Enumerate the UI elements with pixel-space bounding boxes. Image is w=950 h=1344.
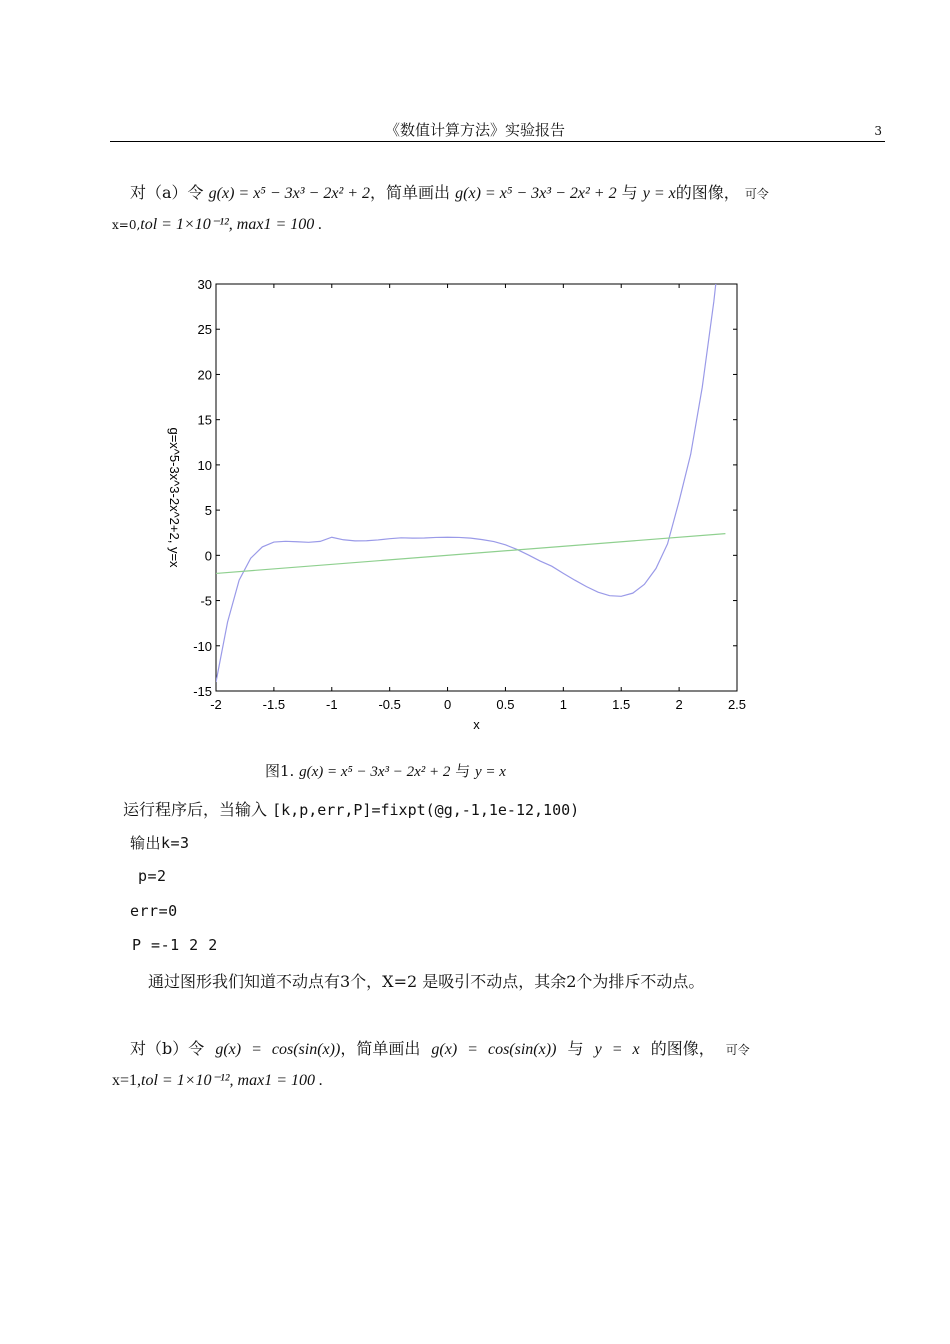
y-tick-label: -15: [193, 684, 212, 699]
run-command: [k,p,err,P]=fixpt(@g,-1,1e-12,100): [272, 801, 580, 819]
figure-caption: [265, 760, 506, 781]
output-err: err=0: [130, 902, 178, 920]
figure-expr: g(x) = x⁵ − 3x³ − 2x² + 2: [299, 764, 451, 780]
para-a-mid: ，简单画出: [370, 183, 451, 202]
output-k: 输出k=3: [130, 834, 190, 852]
para-b-x1: x=1,: [112, 1072, 142, 1089]
page-number: 3: [874, 124, 882, 138]
para-a-params: tol = 1×10⁻¹², max1 = 100 .: [140, 216, 323, 233]
report-header-title: 《数值计算方法》实验报告: [384, 121, 565, 139]
para-a-line2: [112, 214, 322, 234]
x-tick-label: -0.5: [378, 697, 401, 712]
y-axis-label: g=x^5-3x^3-2x^2+2, y=x: [167, 427, 182, 568]
run-intro-line: [123, 797, 579, 820]
figure-y-eq: y = x: [475, 764, 506, 780]
y-tick-label: 20: [197, 367, 212, 383]
para-b-line1: [130, 1036, 750, 1059]
y-tick-label: -5: [200, 593, 212, 609]
x-tick-label: -1.5: [262, 697, 286, 712]
y-tick-label: 30: [197, 277, 212, 292]
y-tick-label: 10: [197, 457, 212, 473]
x-tick-label: 1: [559, 697, 567, 712]
y-tick-label: -10: [193, 638, 212, 654]
series-line-1: [216, 534, 725, 574]
conclusion-text: 通过图形我们知道不动点有3个，X=2 是吸引不动点，其余2个为排斥不动点。: [148, 972, 705, 991]
para-b-tail: 可令: [725, 1043, 750, 1057]
x-axis-label: x: [473, 717, 480, 732]
para-b-g-def2: g(x) = cos(sin(x)): [431, 1041, 557, 1058]
x-tick-label: 2.5: [727, 697, 747, 712]
y-tick-label: 15: [197, 412, 212, 428]
y-tick-label: 5: [204, 503, 212, 519]
para-b-g-def: g(x) = cos(sin(x)): [215, 1041, 341, 1058]
gx-vs-yx-chart: [150, 270, 760, 740]
x-tick-label: 2: [675, 697, 683, 712]
y-tick-label: 0: [204, 548, 212, 564]
figure-conj: 与: [455, 762, 471, 780]
para-b-line2: [112, 1070, 323, 1090]
para-a-g-def: g(x) = x⁵ − 3x³ − 2x² + 2: [208, 185, 371, 202]
figure-label: 图1.: [265, 762, 295, 780]
output-p: p=2: [138, 867, 167, 885]
para-a-y-eq: y = x: [642, 185, 676, 202]
y-tick-label: 25: [197, 322, 212, 338]
para-a-conj: 与: [621, 183, 638, 202]
para-a-tail: 可令: [744, 187, 769, 201]
para-b-mid: ，简单画出: [340, 1039, 421, 1058]
x-tick-label: 1.5: [612, 697, 631, 712]
para-a-line1: [130, 180, 769, 203]
series-line-0: [216, 270, 725, 682]
para-b-params: tol = 1×10⁻¹², max1 = 100 .: [141, 1072, 324, 1089]
para-a-g-def2: g(x) = x⁵ − 3x³ − 2x² + 2: [455, 185, 617, 202]
para-a-prefix: 对（a）令: [130, 183, 204, 202]
x-tick-label: 0: [443, 697, 452, 712]
para-b-y-eq: y = x: [594, 1041, 640, 1058]
output-P: P =-1 2 2: [132, 936, 218, 954]
para-b-suffix: 的图像，: [650, 1039, 715, 1058]
para-b-conj: 与: [567, 1039, 584, 1058]
para-a-x0: x=0,: [112, 218, 141, 232]
header-rule: [110, 141, 885, 142]
x-tick-label: -2: [210, 697, 222, 712]
para-a-suffix: 的图像，: [675, 183, 740, 202]
para-b-prefix: 对（b）令: [130, 1039, 205, 1058]
run-intro: 运行程序后，当输入: [123, 800, 268, 819]
x-tick-label: -1: [325, 697, 338, 712]
x-tick-label: 0.5: [496, 697, 515, 712]
plot-frame: [216, 284, 737, 691]
